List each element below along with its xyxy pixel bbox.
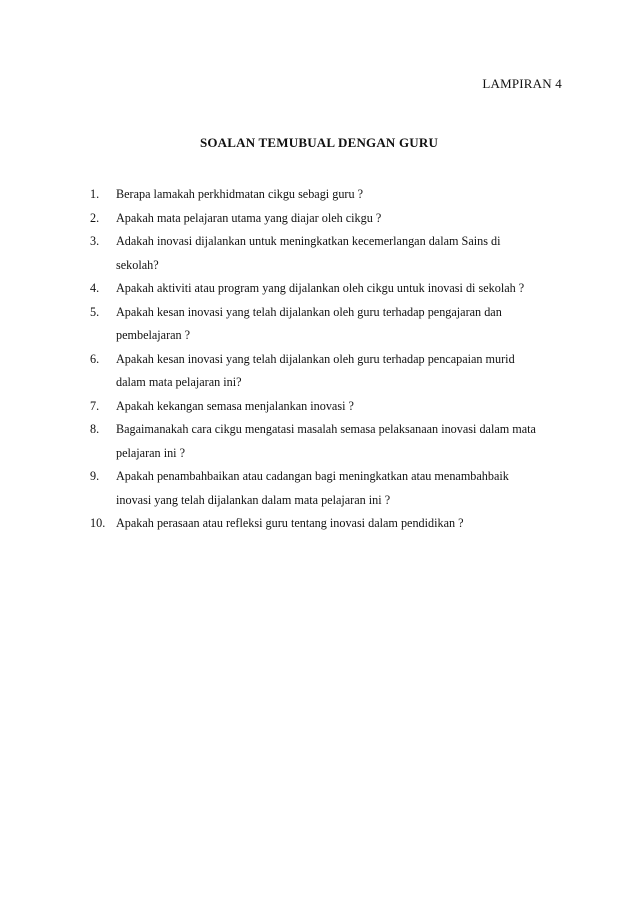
question-item-5 xyxy=(90,301,580,348)
question-text-continued: pembelajaran ? xyxy=(116,328,191,342)
question-number: 3. xyxy=(90,234,100,248)
question-item-6 xyxy=(90,348,580,395)
appendix-label: LAMPIRAN 4 xyxy=(482,76,562,91)
question-item-10 xyxy=(90,512,580,536)
question-text-continued: inovasi yang telah dijalankan dalam mata pelajaran ini ? xyxy=(116,492,391,507)
question-text: Berapa lamakah perkhidmatan cikgu sebagi guru ? xyxy=(116,187,364,201)
question-item-2 xyxy=(90,207,580,231)
question-number: 5. xyxy=(90,304,100,319)
question-number: 7. xyxy=(90,398,100,413)
question-text-continued: sekolah? xyxy=(116,257,159,272)
question-text: Apakah kesan inovasi yang telah dijalankan oleh guru terhadap pencapaian murid xyxy=(116,351,515,366)
question-item-8 xyxy=(90,418,580,465)
question-number: 8. xyxy=(90,422,100,436)
question-number: 10. xyxy=(90,516,106,530)
question-item-1 xyxy=(90,183,580,207)
question-text: Apakah aktiviti atau program yang dijalankan oleh cikgu untuk inovasi di sekolah ? xyxy=(116,281,525,295)
question-number: 4. xyxy=(90,281,100,295)
question-item-9 xyxy=(90,465,580,512)
question-text-continued: dalam mata pelajaran ini? xyxy=(116,375,242,389)
question-number: 2. xyxy=(90,210,100,225)
question-text: Apakah perasaan atau refleksi guru tentang inovasi dalam pendidikan ? xyxy=(116,516,464,530)
question-text: Apakah penambahbaikan atau cadangan bagi meningkatkan atau menambahbaik xyxy=(116,469,509,483)
question-list xyxy=(90,183,580,536)
question-text: Apakah kekangan semasa menjalankan inovasi ? xyxy=(116,398,354,413)
question-text: Apakah kesan inovasi yang telah dijalankan oleh guru terhadap pengajaran dan xyxy=(116,304,502,319)
question-number: 9. xyxy=(90,469,100,483)
question-text: Adakah inovasi dijalankan untuk meningkatkan kecemerlangan dalam Sains di xyxy=(116,234,501,248)
question-number: 6. xyxy=(90,351,100,366)
document-title: SOALAN TEMUBUAL DENGAN GURU xyxy=(199,135,439,150)
question-text: Bagaimanakah cara cikgu mengatasi masalah semasa pelaksanaan inovasi dalam mata xyxy=(116,422,536,436)
question-item-3 xyxy=(90,230,580,277)
question-text-continued: pelajaran ini ? xyxy=(116,445,186,460)
question-item-7 xyxy=(90,395,580,419)
question-text: Apakah mata pelajaran utama yang diajar oleh cikgu ? xyxy=(116,210,382,225)
question-number: 1. xyxy=(90,187,100,201)
question-item-4 xyxy=(90,277,580,301)
